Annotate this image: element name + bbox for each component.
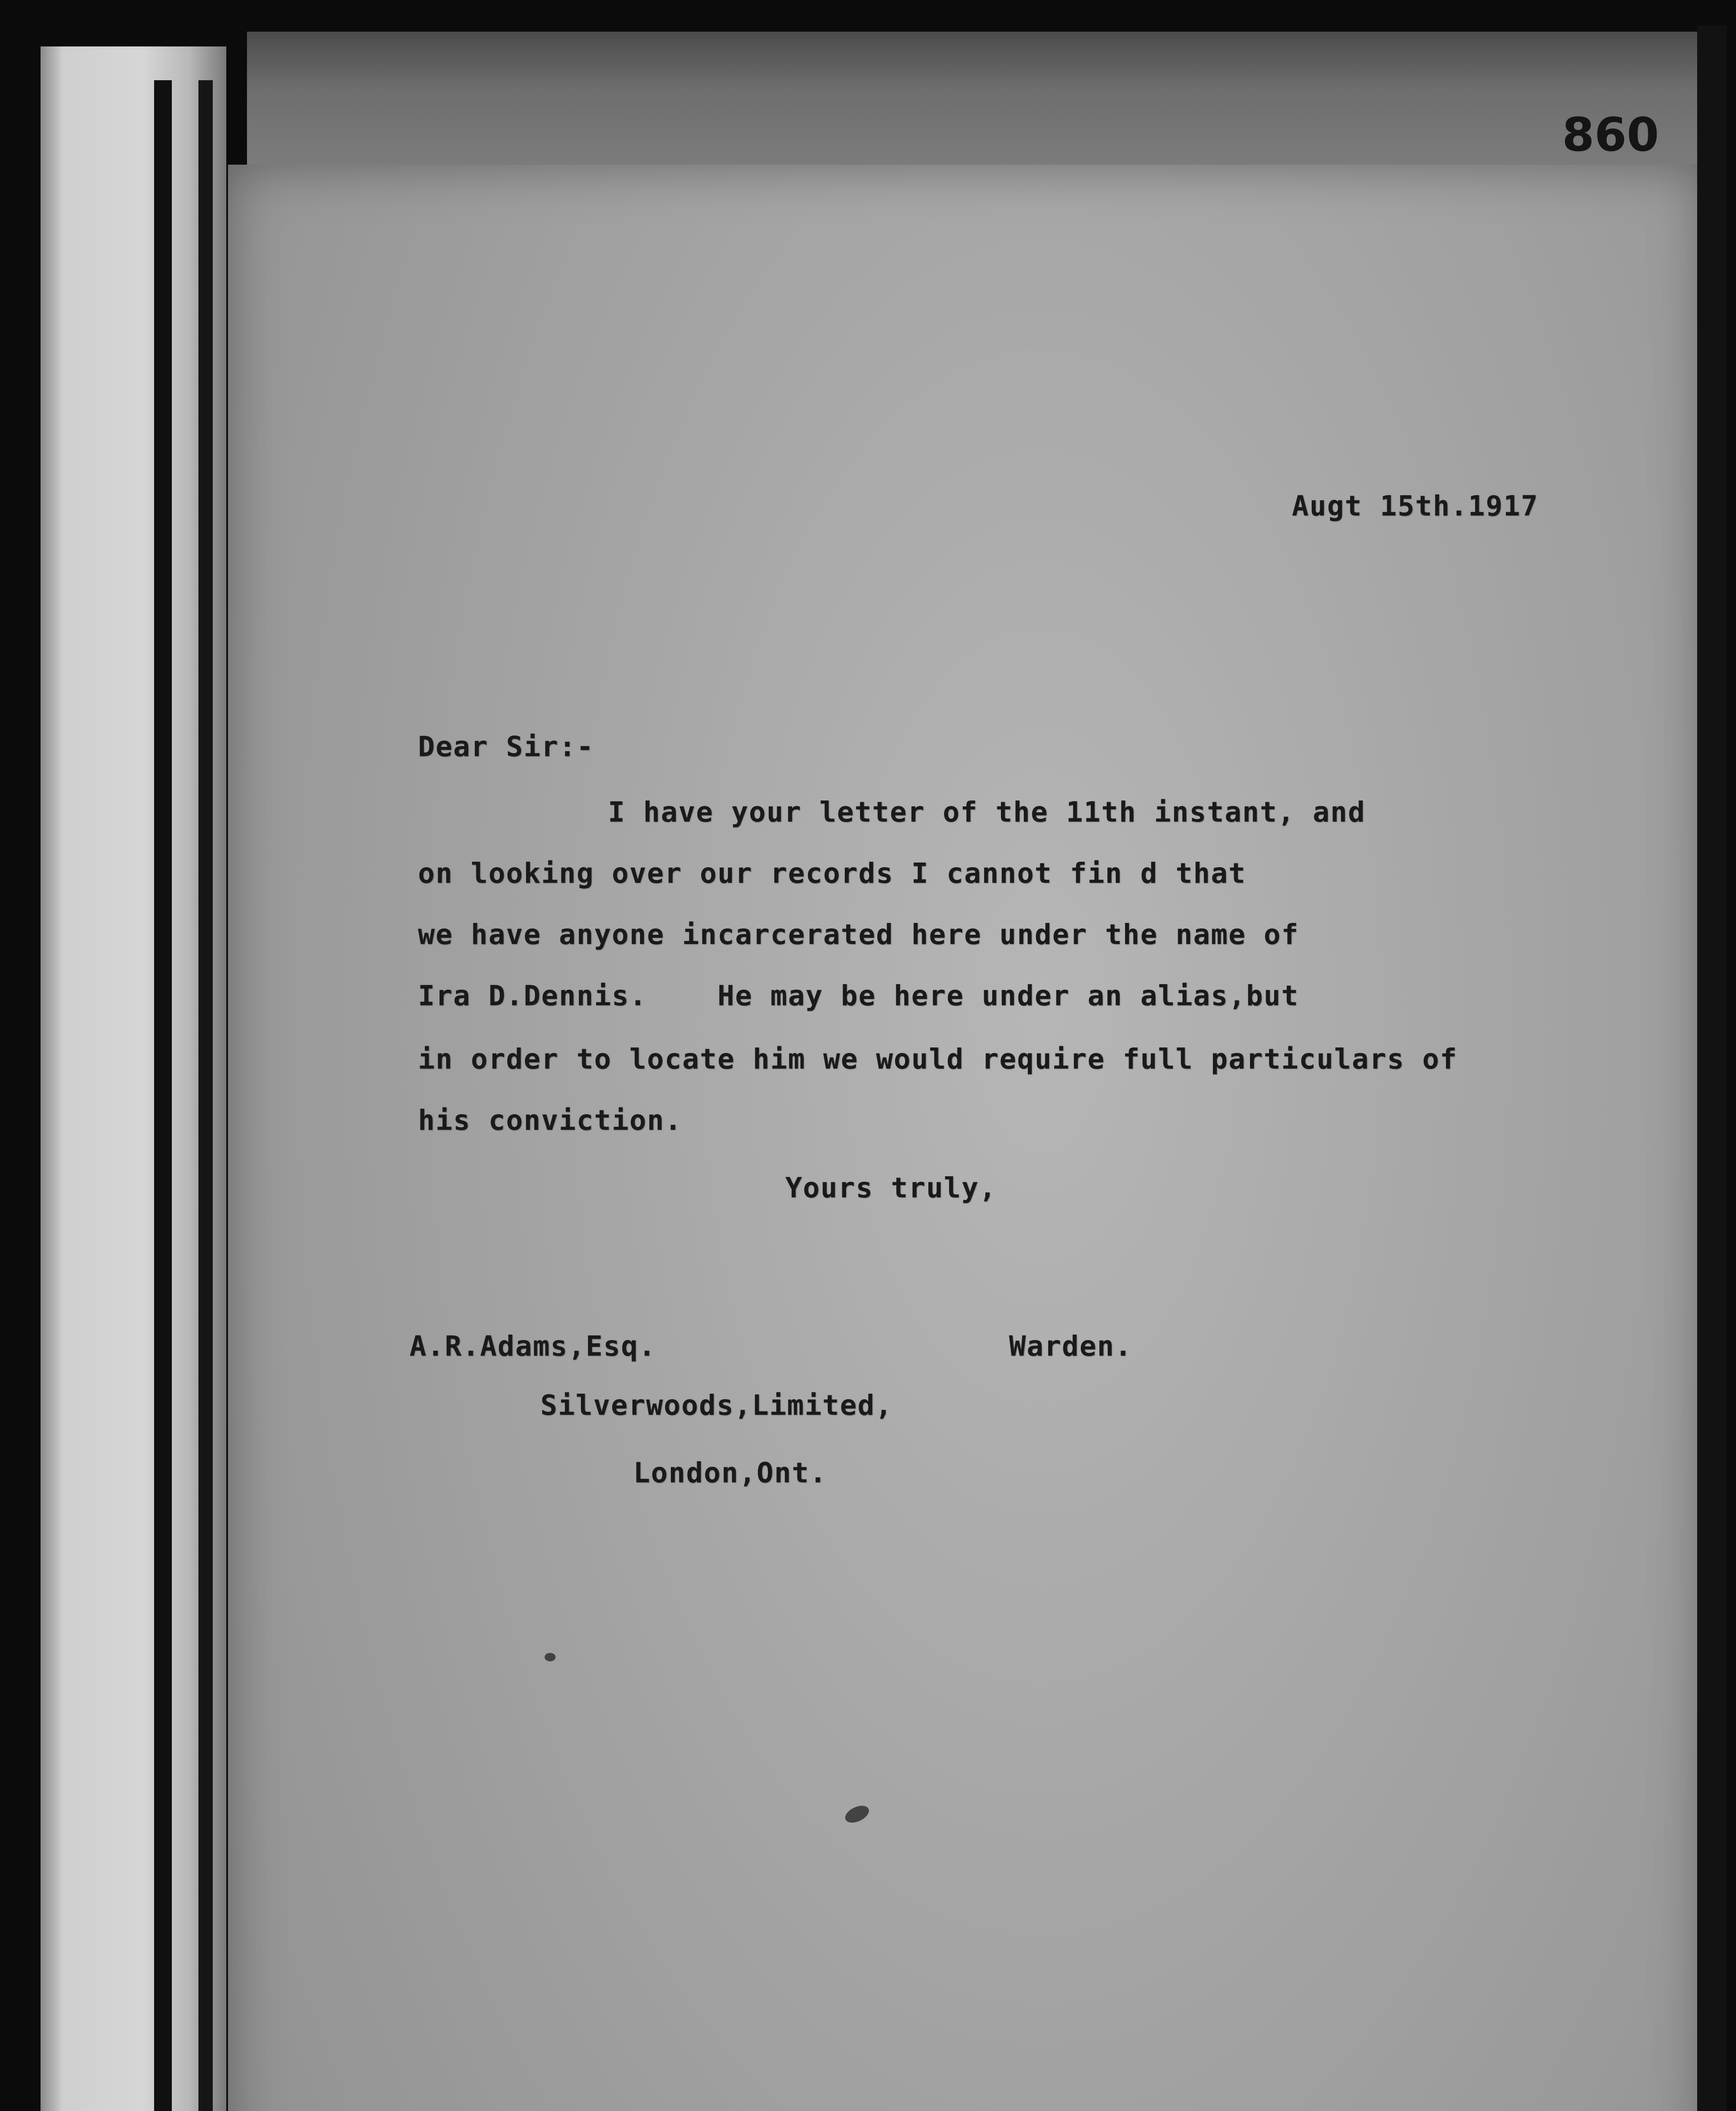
back-sheet xyxy=(247,32,1697,175)
closing: Yours truly, xyxy=(785,1172,997,1204)
recipient-city: London,Ont. xyxy=(633,1457,827,1489)
body-line: Ira D.Dennis. He may be here under an alias,but xyxy=(418,980,1299,1012)
binding-line xyxy=(198,80,213,2111)
body-line: we have anyone incarcerated here under the name of xyxy=(418,918,1299,951)
binding-line xyxy=(154,80,172,2111)
body-line: in order to locate him we would require full particulars of xyxy=(418,1043,1458,1075)
ink-smudge xyxy=(545,1653,556,1661)
signature-title: Warden. xyxy=(1009,1330,1133,1362)
page-number: 860 xyxy=(1562,108,1659,162)
body-line: I have your letter of the 11th instant, and xyxy=(608,796,1366,828)
body-line: his conviction. xyxy=(418,1104,683,1137)
salutation: Dear Sir:- xyxy=(418,730,594,763)
recipient-company: Silverwoods,Limited, xyxy=(540,1389,893,1422)
letter-date: Augt 15th.1917 xyxy=(1292,490,1539,522)
paper-edge xyxy=(1697,25,1727,2111)
body-line: on looking over our records I cannot fin d that xyxy=(418,857,1246,890)
letter-paper xyxy=(228,165,1706,2111)
recipient-name: A.R.Adams,Esq. xyxy=(410,1330,656,1362)
